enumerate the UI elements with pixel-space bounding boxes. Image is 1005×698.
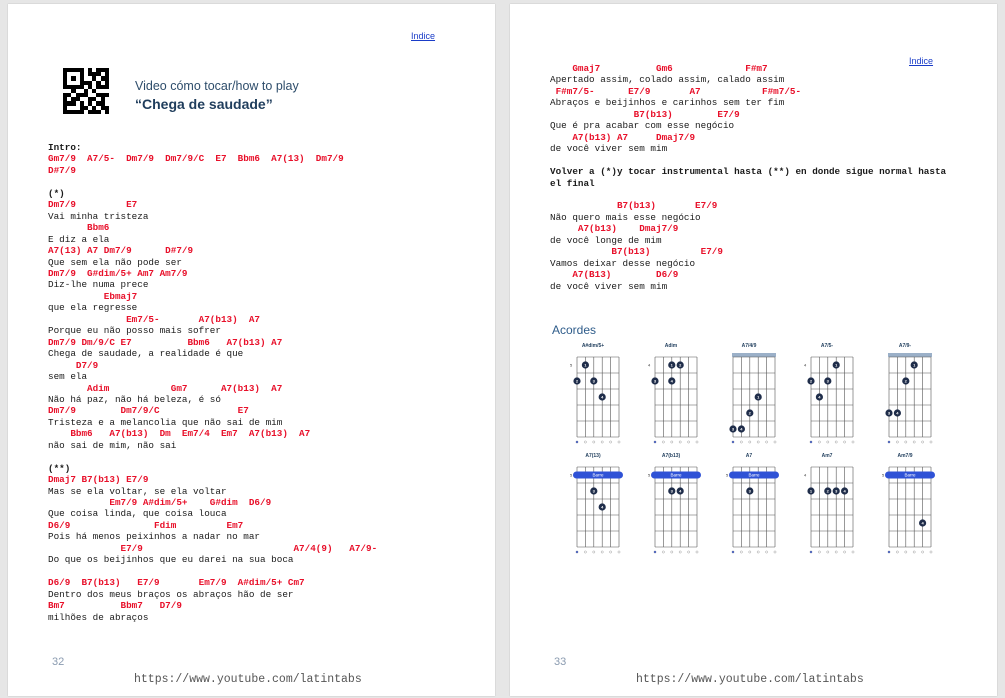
string-marker bbox=[835, 551, 837, 553]
finger-number: 1 bbox=[757, 394, 760, 400]
string-marker bbox=[774, 441, 776, 443]
fretboard bbox=[789, 351, 865, 451]
lyric-line: milhões de abraços bbox=[48, 611, 149, 623]
lyric-line: de você longe de mim bbox=[550, 234, 662, 246]
chord-line: E7/9 A7/4(9) A7/9- bbox=[48, 542, 378, 554]
string-marker bbox=[835, 441, 837, 443]
finger-number: 3 bbox=[670, 488, 673, 494]
finger-number: 4 bbox=[818, 394, 821, 400]
chord-line: Bbm6 A7(b13) Dm Em7/4 Em7 A7(b13) A7 bbox=[48, 428, 311, 440]
string-marker bbox=[610, 441, 612, 443]
lyric-line: Apertado assim, colado assim, calado assim bbox=[550, 74, 785, 86]
string-marker bbox=[749, 551, 751, 553]
chord-line: Gmaj7 Gm6 F#m7 bbox=[550, 63, 768, 74]
finger-number: 3 bbox=[887, 410, 891, 416]
chord-diagram bbox=[867, 343, 943, 449]
lyric-line: de você viver sem mim bbox=[550, 280, 668, 292]
fret-number: 5 bbox=[570, 472, 573, 478]
string-marker bbox=[757, 441, 759, 443]
string-marker bbox=[732, 441, 734, 443]
chord-line: A7(b13) A7 Dmaj7/9 bbox=[550, 131, 696, 143]
chord-line: Em7/9 A#dim/5+ G#dim D6/9 bbox=[48, 497, 272, 509]
string-marker bbox=[818, 551, 820, 553]
lyric-line: que ela regresse bbox=[48, 302, 138, 314]
string-marker bbox=[618, 441, 620, 443]
string-marker bbox=[671, 441, 673, 443]
string-marker bbox=[688, 441, 690, 443]
chord-diagram-title: A7/9- bbox=[898, 343, 912, 349]
finger-number: 1 bbox=[584, 362, 587, 368]
chord-line: B7(b13) E7/9 bbox=[550, 108, 740, 120]
finger-number: 3 bbox=[748, 488, 751, 494]
chord-line: B7(b13) E7/9 bbox=[550, 200, 718, 212]
fret-number: 4 bbox=[804, 362, 807, 368]
chord-line: Dm7/9 E7 bbox=[48, 199, 138, 211]
chord-line: A7(B13) D6/9 bbox=[550, 269, 679, 281]
finger-number: 2 bbox=[904, 378, 907, 384]
fretboard bbox=[867, 351, 943, 451]
finger-number: 2 bbox=[575, 378, 579, 384]
finger-number: 3 bbox=[592, 488, 595, 494]
video-label: Video cómo tocar/how to play bbox=[135, 79, 299, 93]
right-page bbox=[510, 4, 997, 696]
string-marker bbox=[905, 551, 907, 553]
chord-line: Adim Gm7 A7(b13) A7 bbox=[48, 382, 283, 394]
string-marker bbox=[593, 441, 595, 443]
chord-diagram bbox=[711, 343, 787, 449]
page-number: 32 bbox=[52, 656, 65, 668]
fretboard bbox=[555, 461, 631, 561]
string-marker bbox=[740, 441, 742, 443]
chord-diagram-title: A7/4/9 bbox=[741, 343, 757, 349]
finger-number: 1 bbox=[913, 362, 916, 368]
barre-label: Barre bbox=[592, 472, 604, 478]
string-marker bbox=[618, 551, 620, 553]
string-marker bbox=[610, 551, 612, 553]
indice-link[interactable]: Indice bbox=[411, 31, 436, 41]
chord-diagram bbox=[711, 453, 787, 559]
finger-number: 4 bbox=[843, 488, 846, 494]
chord-line: F#m7/5- E7/9 A7 F#m7/5- bbox=[550, 85, 802, 97]
finger-number: 3 bbox=[731, 426, 735, 432]
lyrics-chords-block bbox=[550, 63, 946, 292]
finger-number: 4 bbox=[740, 426, 743, 432]
section-label: (**) bbox=[48, 462, 71, 474]
spacer bbox=[48, 451, 377, 462]
spacer bbox=[48, 566, 377, 577]
fret-number: 5 bbox=[648, 472, 651, 478]
finger-number: 3 bbox=[826, 378, 829, 384]
finger-number: 2 bbox=[748, 410, 751, 416]
finger-number: 1 bbox=[670, 362, 673, 368]
chord-diagram bbox=[867, 453, 943, 559]
chord-diagram-title: A7(13) bbox=[585, 453, 601, 459]
lyric-line: Não quero mais esse negócio bbox=[550, 211, 701, 223]
string-marker bbox=[913, 551, 915, 553]
string-marker bbox=[749, 441, 751, 443]
string-marker bbox=[757, 551, 759, 553]
string-marker bbox=[654, 551, 656, 553]
chord-diagram-title: Am7/9 bbox=[897, 453, 913, 459]
string-marker bbox=[584, 441, 586, 443]
fretboard bbox=[633, 351, 709, 451]
string-marker bbox=[766, 551, 768, 553]
string-marker bbox=[766, 441, 768, 443]
chord-line: Em7/5- A7(b13) A7 bbox=[48, 313, 261, 325]
footer-url-link[interactable]: https://www.youtube.com/latintabs bbox=[636, 673, 864, 686]
fretboard bbox=[789, 461, 865, 561]
chord-line: Ebmaj7 bbox=[48, 290, 138, 302]
string-marker bbox=[852, 551, 854, 553]
barre-label: Barre bbox=[748, 472, 760, 478]
chord-diagram bbox=[555, 343, 631, 449]
chord-line: Dm7/9 G#dim/5+ Am7 Am7/9 bbox=[48, 267, 188, 279]
string-marker bbox=[593, 551, 595, 553]
string-marker bbox=[740, 551, 742, 553]
string-marker bbox=[827, 441, 829, 443]
barre-label: Barre bbox=[670, 472, 682, 478]
lyric-line: Dentro dos meus braços os abraços hão de ser bbox=[48, 588, 294, 600]
lyric-line: não sai de mim, não sai bbox=[48, 439, 177, 451]
chord-line: A7(b13) Dmaj7/9 bbox=[550, 223, 679, 235]
string-marker bbox=[844, 441, 846, 443]
string-marker bbox=[696, 551, 698, 553]
chord-line: D6/9 B7(b13) E7/9 Em7/9 A#dim/5+ Cm7 bbox=[48, 577, 305, 589]
string-marker bbox=[852, 441, 854, 443]
lyric-line: Vamos deixar desse negócio bbox=[550, 257, 696, 269]
footer-url-link[interactable]: https://www.youtube.com/latintabs bbox=[134, 673, 362, 686]
chord-line: Dmaj7 B7(b13) E7/9 bbox=[48, 474, 149, 486]
fretboard bbox=[867, 461, 943, 561]
lyric-line: Que é pra acabar com esse negócio bbox=[550, 120, 735, 132]
chord-line: D#7/9 bbox=[48, 164, 76, 176]
string-marker bbox=[662, 551, 664, 553]
fret-number: 5 bbox=[726, 472, 729, 478]
string-marker bbox=[922, 441, 924, 443]
chord-line: B7(b13) E7/9 bbox=[550, 246, 723, 258]
string-marker bbox=[930, 551, 932, 553]
string-marker bbox=[601, 551, 603, 553]
chord-diagram bbox=[633, 453, 709, 559]
finger-number: 3 bbox=[592, 378, 595, 384]
section-label: (*) bbox=[48, 187, 65, 199]
string-marker bbox=[827, 551, 829, 553]
chord-diagram-title: A#dim/5+ bbox=[581, 343, 605, 349]
string-marker bbox=[896, 551, 898, 553]
lyric-line: Vai minha tristeza bbox=[48, 210, 149, 222]
chord-diagram bbox=[789, 343, 865, 449]
finger-number: 1 bbox=[835, 362, 838, 368]
chord-line: A7(13) A7 Dm7/9 D#7/9 bbox=[48, 245, 194, 257]
lyric-line: Mas se ela voltar, se ela voltar bbox=[48, 485, 227, 497]
finger-number: 4 bbox=[679, 488, 682, 494]
fretboard bbox=[633, 461, 709, 561]
string-marker bbox=[844, 551, 846, 553]
string-marker bbox=[922, 551, 924, 553]
string-marker bbox=[732, 551, 734, 553]
finger-number: 2 bbox=[809, 378, 813, 384]
string-marker bbox=[810, 551, 812, 553]
indice-link[interactable]: Indice bbox=[909, 56, 934, 66]
left-page bbox=[8, 4, 495, 696]
chord-diagram bbox=[789, 453, 865, 559]
string-marker bbox=[688, 551, 690, 553]
lyric-line: Pois há menos peixinhos a nadar no mar bbox=[48, 531, 261, 543]
chord-line: Bm7 Bbm7 D7/9 bbox=[48, 600, 182, 612]
finger-number: 2 bbox=[679, 362, 682, 368]
chord-diagram-title: Adim bbox=[664, 343, 678, 349]
spacer bbox=[550, 155, 946, 166]
qr-code-icon[interactable] bbox=[63, 68, 109, 114]
string-marker bbox=[679, 551, 681, 553]
string-marker bbox=[654, 441, 656, 443]
lyric-line: Porque eu não posso mais sofrer bbox=[48, 325, 221, 337]
string-marker bbox=[679, 441, 681, 443]
string-marker bbox=[930, 441, 932, 443]
finger-number: 3 bbox=[835, 488, 838, 494]
string-marker bbox=[896, 441, 898, 443]
string-marker bbox=[888, 441, 890, 443]
string-marker bbox=[818, 441, 820, 443]
nut bbox=[888, 353, 932, 357]
chord-diagram bbox=[633, 343, 709, 449]
lyric-line: Chega de saudade, a realidade é que bbox=[48, 348, 244, 360]
lyric-line: E diz a ela bbox=[48, 233, 110, 245]
chord-line: D7/9 bbox=[48, 359, 99, 371]
string-marker bbox=[774, 551, 776, 553]
string-marker bbox=[671, 551, 673, 553]
fret-number: 5 bbox=[882, 472, 885, 478]
finger-number: 4 bbox=[670, 378, 673, 384]
lyric-line: Abraços e beijinhos e carinhos sem ter fim bbox=[550, 97, 785, 109]
string-marker bbox=[576, 441, 578, 443]
finger-number: 4 bbox=[601, 394, 604, 400]
finger-number: 4 bbox=[896, 410, 899, 416]
fret-number: 4 bbox=[804, 472, 807, 478]
chord-line: Gm7/9 A7/5- Dm7/9 Dm7/9/C E7 Bbm6 A7(13) Dm7/9 bbox=[48, 153, 344, 165]
lyric-line: Diz-lhe numa prece bbox=[48, 279, 149, 291]
page-number: 33 bbox=[554, 656, 567, 668]
fret-number: 4 bbox=[648, 362, 651, 368]
acordes-heading: Acordes bbox=[552, 323, 597, 337]
string-marker bbox=[888, 551, 890, 553]
lyric-line: Do que os beijinhos que eu darei na sua boca bbox=[48, 554, 294, 566]
finger-number: 4 bbox=[601, 504, 604, 510]
string-marker bbox=[913, 441, 915, 443]
fret-number: 5 bbox=[570, 362, 573, 368]
chord-diagram-title: A7 bbox=[745, 453, 753, 459]
lyric-line: Tristeza e a melancolia que não sai de mim bbox=[48, 416, 283, 428]
finger-number: 1 bbox=[809, 488, 813, 494]
chord-diagram bbox=[555, 453, 631, 559]
lyric-line: sem ela bbox=[48, 371, 88, 383]
string-marker bbox=[576, 551, 578, 553]
lyric-line: Que sem ela não pode ser bbox=[48, 256, 182, 268]
chord-line: D6/9 Fdim Em7 bbox=[48, 519, 244, 531]
chord-diagram-title: A7/5- bbox=[820, 343, 834, 349]
string-marker bbox=[662, 441, 664, 443]
fretboard bbox=[711, 461, 787, 561]
chord-line: Dm7/9 Dm7/9/C E7 bbox=[48, 405, 249, 417]
spacer bbox=[550, 189, 946, 200]
section-label: Intro: bbox=[48, 142, 82, 153]
lyric-line: Não há paz, não há beleza, é só bbox=[48, 393, 221, 405]
finger-number: 2 bbox=[826, 488, 829, 494]
string-marker bbox=[696, 441, 698, 443]
string-marker bbox=[601, 441, 603, 443]
section-label: el final bbox=[550, 177, 595, 189]
lyrics-chords-block bbox=[48, 142, 377, 623]
spacer bbox=[48, 176, 377, 187]
chord-line: Dm7/9 Dm/9/C E7 Bbm6 A7(b13) A7 bbox=[48, 336, 283, 348]
song-title: “Chega de saudade” bbox=[135, 96, 273, 112]
chord-diagram-title: Am7 bbox=[821, 453, 833, 459]
chord-diagrams bbox=[555, 343, 935, 555]
string-marker bbox=[810, 441, 812, 443]
chord-line: Bbm6 bbox=[48, 222, 110, 234]
string-marker bbox=[584, 551, 586, 553]
chord-diagram-title: A7(b13) bbox=[661, 453, 681, 459]
fretboard bbox=[711, 351, 787, 451]
lyric-line: Que coisa linda, que coisa louca bbox=[48, 508, 227, 520]
section-label: Volver a (*)y tocar instrumental hasta (**) en donde sigue normal hasta bbox=[550, 166, 947, 178]
lyric-line: de você viver sem mim bbox=[550, 143, 668, 155]
finger-number: 4 bbox=[921, 520, 924, 526]
fretboard bbox=[555, 351, 631, 451]
string-marker bbox=[905, 441, 907, 443]
finger-number: 3 bbox=[653, 378, 657, 384]
nut bbox=[732, 353, 776, 357]
barre-label: Barre bbox=[904, 472, 916, 478]
